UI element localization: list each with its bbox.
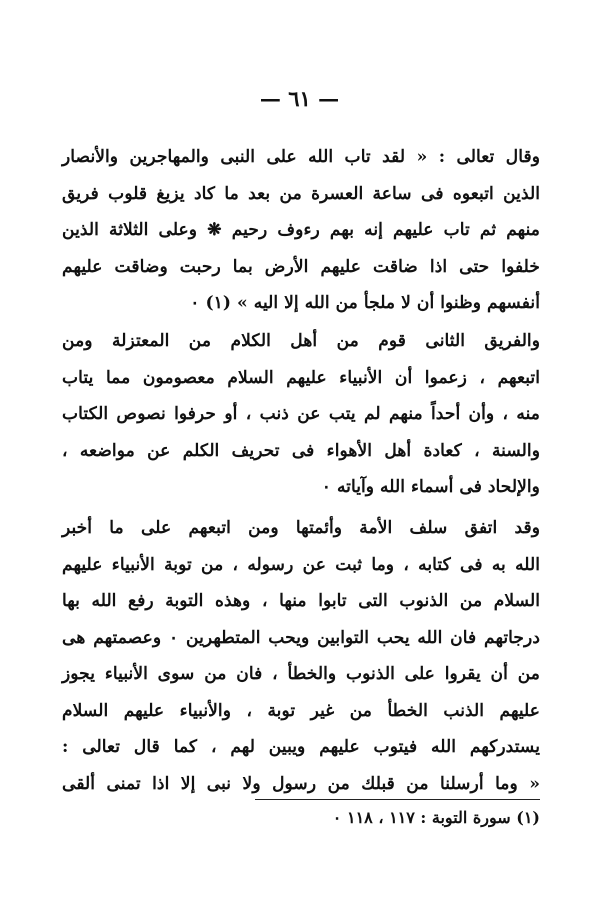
text-line: منهم ثم تاب عليهم إنه بهم رءوف رحيم ❋ وعلى الثلاثة الذين [62, 220, 540, 240]
text-line: منه ، وأن أحداً منهم لم يتب عن ذنب ، أو حرفوا نصوص الكتاب [62, 404, 540, 424]
text-line: الله به فى كتابه ، وما ثبت عن رسوله ، من توبة الأنبياء عليهم [62, 554, 540, 575]
text-line: والإلحاد فى أسماء الله وآياته ٠ [321, 477, 540, 497]
text-line: وقال تعالى : « لقد تاب الله على النبى والمهاجرين والأنصار [62, 147, 540, 167]
text-line: السلام من الذنوب التى تابوا منها ، وهذه التوبة رفع الله بها [62, 591, 540, 611]
text-line: أنفسهم وظنوا أن لا ملجأ من الله إلا اليه » (١) ٠ [190, 293, 540, 313]
footnote-divider [255, 799, 540, 800]
text-line: خلفوا حتى اذا ضاقت عليهم الأرض بما رحبت وضاقت عليهم [62, 256, 540, 277]
text-line: الذين اتبعوه فى ساعة العسرة من بعد ما كاد يزيغ قلوب فريق [62, 183, 540, 204]
page-number: — ٦١ — [259, 86, 340, 111]
paragraph-3 [62, 510, 540, 802]
text-line: والفريق الثانى قوم من أهل الكلام من المعتزلة ومن [62, 331, 540, 351]
paragraph-1 [62, 139, 540, 322]
text-line: « وما أرسلنا من قبلك من رسول ولا نبى إلا اذا تمنى ألقى [62, 773, 540, 794]
text-line: درجاتهم فان الله يحب التوابين ويحب المتطهرين ٠ وعصمتهم هى [62, 627, 540, 648]
text-line: والسنة ، كعادة أهل الأهواء فى تحريف الكلم عن مواضعه ، [62, 440, 540, 461]
text-line: يستدركهم الله فيتوب عليهم ويبين لهم ، كما قال تعالى : [62, 737, 540, 757]
paragraph-2 [62, 323, 540, 506]
text-line: وقد اتفق سلف الأمة وأئمتها ومن اتبعهم على ما أخبر [62, 518, 540, 538]
text-line: اتبعهم ، زعموا أن الأنبياء عليهم السلام معصومون مما يتاب [62, 367, 540, 388]
text-line: من أن يقروا على الذنوب والخطأ ، فان من سوى الأنبياء يجوز [62, 664, 540, 684]
footnote: (١) سورة التوبة : ١١٧ ، ١١٨ ٠ [332, 808, 540, 827]
text-line: عليهم الذنب الخطأ من غير توبة ، والأنبياء عليهم السلام [62, 700, 540, 721]
